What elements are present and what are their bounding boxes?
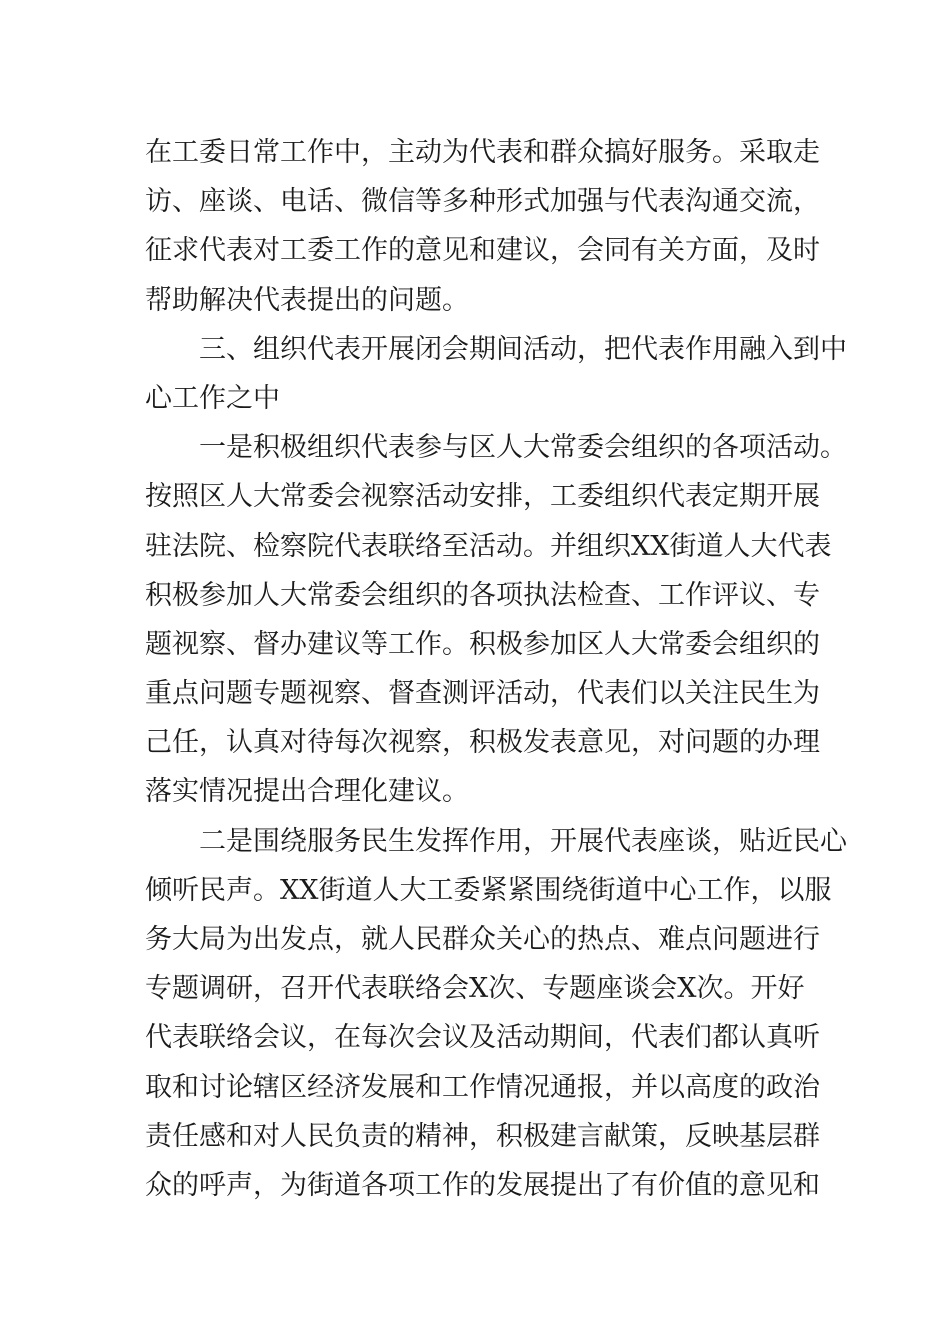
text-line: 二是围绕服务民生发挥作用，开展代表座谈，贴近民心 bbox=[199, 825, 847, 857]
text-line: 访、座谈、电话、微信等多种形式加强与代表沟通交流， bbox=[145, 186, 820, 218]
text-line: 帮助解决代表提出的问题。 bbox=[145, 284, 469, 316]
text-line: 责任感和对人民负责的精神，积极建言献策，反映基层群 bbox=[145, 1120, 820, 1152]
text-line: 心工作之中 bbox=[145, 382, 280, 414]
text-line: 积极参加人大常委会组织的各项执法检查、工作评议、专 bbox=[145, 579, 820, 611]
text-line: 众的呼声，为街道各项工作的发展提出了有价值的意见和 bbox=[145, 1169, 820, 1201]
text-line: 务大局为出发点，就人民群众关心的热点、难点问题进行 bbox=[145, 924, 820, 955]
text-line: 己任，认真对待每次视察，积极发表意见，对问题的办理 bbox=[145, 727, 820, 759]
text-line: 在工委日常工作中，主动为代表和群众搞好服务。采取走 bbox=[145, 137, 820, 168]
document-body bbox=[145, 128, 847, 1210]
text-line: 一是积极组织代表参与区人大常委会组织的各项活动。 bbox=[199, 432, 847, 464]
text-line: 取和讨论辖区经济发展和工作情况通报，并以高度的政治 bbox=[145, 1071, 820, 1103]
paragraph-livelihood bbox=[145, 817, 847, 1211]
text-line: 三、组织代表开展闭会期间活动，把代表作用融入到中 bbox=[199, 333, 847, 365]
text-line: 按照区人大常委会视察活动安排，工委组织代表定期开展 bbox=[145, 481, 820, 513]
text-line: 专题调研，召开代表联络会X次、专题座谈会X次。开好 bbox=[145, 973, 805, 1005]
text-line: 题视察、督办建议等工作。积极参加区人大常委会组织的 bbox=[145, 628, 820, 660]
text-line: 征求代表对工委工作的意见和建议，会同有关方面，及时 bbox=[145, 235, 820, 267]
text-line: 重点问题专题视察、督查测评活动，代表们以关注民生为 bbox=[145, 678, 820, 710]
text-line: 落实情况提出合理化建议。 bbox=[145, 776, 469, 808]
text-line: 驻法院、检察院代表联络至活动。并组织XX街道人大代表 bbox=[145, 530, 832, 562]
paragraph-activities bbox=[145, 423, 847, 817]
section-heading-three bbox=[145, 325, 847, 423]
text-line: 倾听民声。XX街道人大工委紧紧围绕街道中心工作，以服 bbox=[145, 874, 832, 906]
paragraph-service bbox=[145, 128, 820, 325]
text-line: 代表联络会议，在每次会议及活动期间，代表们都认真听 bbox=[145, 1022, 820, 1054]
